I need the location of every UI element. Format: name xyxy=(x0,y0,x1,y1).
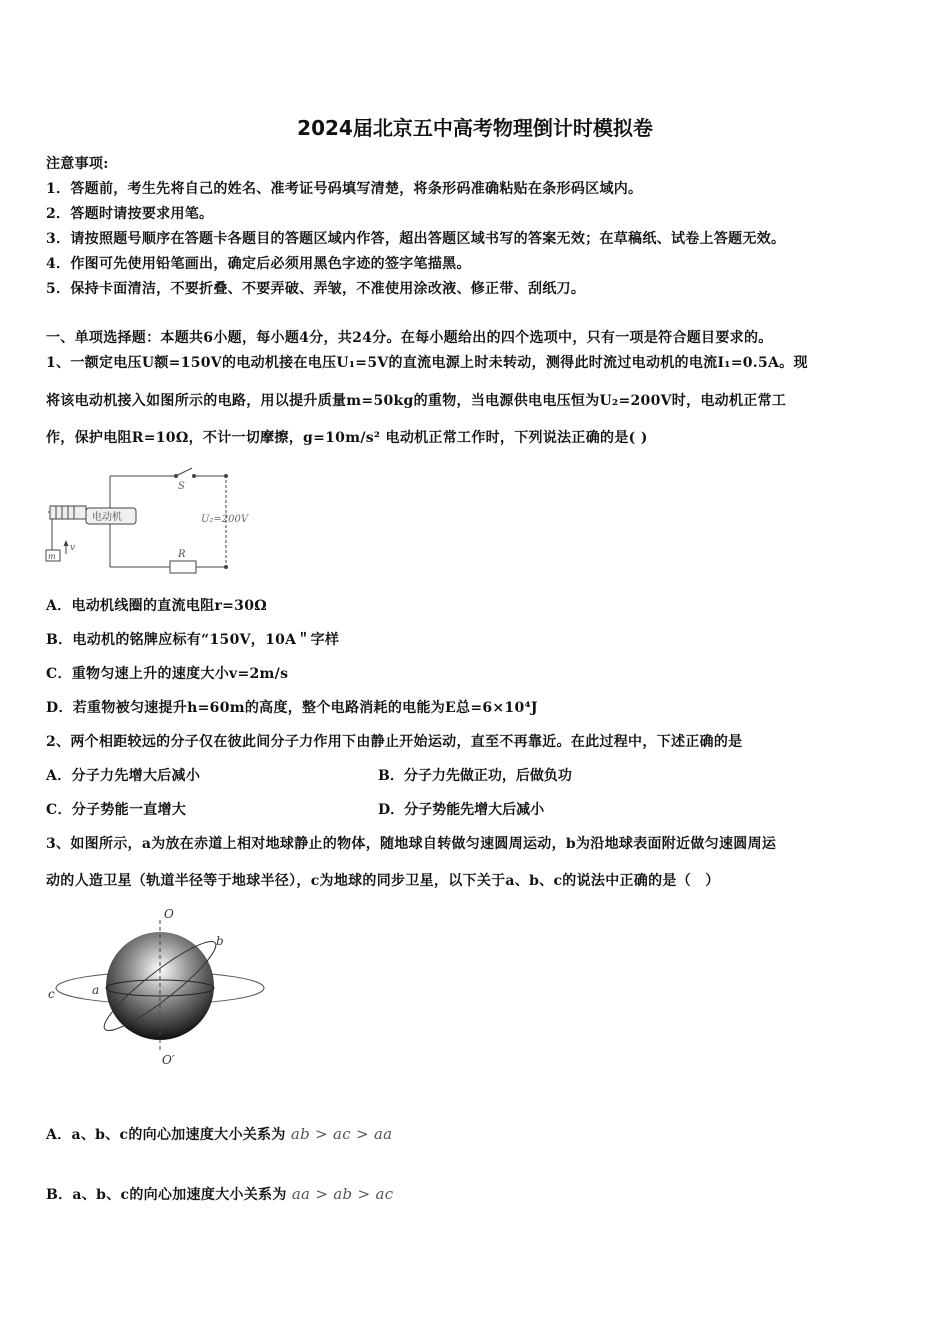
mass-label: m xyxy=(48,552,56,561)
section-heading: 一、单项选择题：本题共6小题，每小题4分，共24分。在每小题给出的四个选项中，只有一项是符合题目要求的。 xyxy=(46,330,773,346)
option-a[interactable] xyxy=(46,1124,392,1144)
option-b[interactable]: B．分子力先做正功，后做负功 xyxy=(378,768,572,784)
notice-item: 4．作图可先使用铅笔画出，确定后必须用黑色字迹的签字笔描黑。 xyxy=(46,256,471,272)
earth-orbit-diagram xyxy=(44,902,274,1072)
option-c[interactable]: C．重物匀速上升的速度大小v=2m/s xyxy=(46,666,289,682)
circuit-diagram xyxy=(44,462,264,577)
option-d[interactable]: D．若重物被匀速提升h=60m的高度，整个电路消耗的电能为E总=6×10⁴J xyxy=(46,700,538,716)
option-b-formula: aa > ab > ac xyxy=(291,1185,394,1203)
option-b[interactable] xyxy=(46,1184,393,1204)
notice-item: 3．请按照题号顺序在答题卡各题目的答题区域内作答，超出答题区域书写的答案无效；在草稿纸、试卷上答题无效。 xyxy=(46,231,786,247)
label-o-top: O xyxy=(164,907,174,921)
option-a-text: A．a、b、c的向心加速度大小关系为 xyxy=(46,1127,286,1143)
question-1-stem: 1、一额定电压U额=150V的电动机接在电压U₁=5V的直流电源上时未转动，测得此时流过电动机的电流I₁=0.5A。现 xyxy=(46,355,808,371)
notice-heading: 注意事项: xyxy=(46,156,109,172)
label-a: a xyxy=(92,983,100,997)
notice-item: 5．保持卡面清洁，不要折叠、不要弄破、弄皱，不准使用涂改液、修正带、刮纸刀。 xyxy=(46,281,586,297)
notice-item: 2．答题时请按要求用笔。 xyxy=(46,206,214,222)
question-2-stem: 2、两个相距较远的分子仅在彼此间分子力作用下由静止开始运动，直至不再靠近。在此过程中，下述正确的是 xyxy=(46,734,743,750)
option-d[interactable]: D．分子势能先增大后减小 xyxy=(378,802,545,818)
option-c[interactable]: C．分子势能一直增大 xyxy=(46,802,187,818)
motor-label: 电动机 xyxy=(92,512,122,523)
resistor-label: R xyxy=(178,549,186,560)
notice-item: 1．答题前，考生先将自己的姓名、准考证号码填写清楚，将条形码准确粘贴在条形码区域内。 xyxy=(46,181,643,197)
velocity-label: v xyxy=(70,543,76,553)
question-3-stem: 3、如图所示，a为放在赤道上相对地球静止的物体，随地球自转做匀速圆周运动，b为沿地球表面附近做匀速圆周运 xyxy=(46,836,777,852)
label-o-bottom: O′ xyxy=(162,1053,175,1067)
page-title: 2024届北京五中高考物理倒计时模拟卷 xyxy=(297,116,653,140)
option-a[interactable]: A．分子力先增大后减小 xyxy=(46,768,201,784)
option-b-text: B．a、b、c的向心加速度大小关系为 xyxy=(46,1187,287,1203)
voltage-label: U₂=200V xyxy=(201,514,249,525)
option-a-formula: ab > ac > aa xyxy=(290,1125,393,1143)
question-1-stem: 将该电动机接入如图所示的电路，用以提升质量m=50kg的重物，当电源供电电压恒为U₂=200V时，电动机正常工 xyxy=(46,393,787,409)
question-1-stem: 作，保护电阻R=10Ω，不计一切摩擦，g=10m/s² 电动机正常工作时，下列说法正确的是( ) xyxy=(46,430,648,446)
label-c: c xyxy=(48,987,55,1001)
question-3-stem: 动的人造卫星（轨道半径等于地球半径），c为地球的同步卫星，以下关于a、b、c的说法中正确的是（ ） xyxy=(46,873,720,889)
option-b[interactable]: B．电动机的铭牌应标有“150V，10A＂字样 xyxy=(46,632,340,648)
switch-label: S xyxy=(178,481,185,492)
option-a[interactable]: A．电动机线圈的直流电阻r=30Ω xyxy=(46,598,268,614)
label-b: b xyxy=(216,934,224,948)
